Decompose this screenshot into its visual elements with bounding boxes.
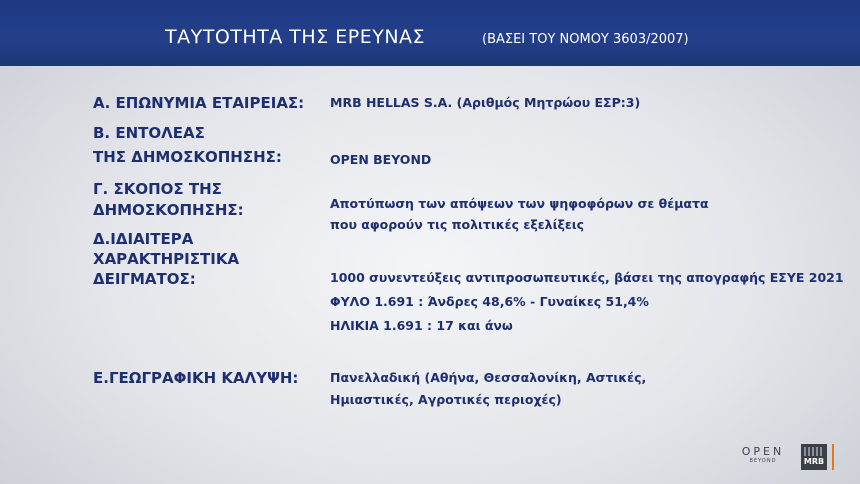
page-subtitle: (ΒΑΣΕΙ ΤΟΥ ΝΟΜΟΥ 3603/2007) — [482, 32, 689, 47]
coverage-value-line2: Ημιαστικές, Αγροτικές περιοχές) — [330, 392, 562, 407]
mrb-logo-text: MRB — [803, 457, 825, 466]
client-label-line2: ΤΗΣ ΔΗΜΟΣΚΟΠΗΣΗΣ: — [93, 148, 282, 166]
client-label-line1: Β. ΕΝΤΟΛΕΑΣ — [93, 124, 205, 142]
accent-divider — [832, 444, 834, 470]
coverage-label: Ε.ΓΕΩΓΡΑΦΙΚΗ ΚΑΛΥΨΗ: — [93, 369, 299, 387]
purpose-label-line1: Γ. ΣΚΟΠΟΣ ΤΗΣ — [93, 180, 222, 198]
page-title: ΤΑΥΤΟΤΗΤΑ ΤΗΣ ΕΡΕΥΝΑΣ — [165, 26, 426, 48]
mrb-logo — [801, 444, 827, 470]
sample-value-age: ΗΛΙΚΙΑ 1.691 : 17 και άνω — [330, 318, 513, 333]
sample-label-line1: Δ.ΙΔΙΑΙΤΕΡΑ — [93, 230, 194, 248]
title-banner — [0, 0, 860, 66]
coverage-value-line1: Πανελλαδική (Αθήνα, Θεσσαλονίκη, Αστικές, — [330, 370, 647, 385]
sample-label-line3: ΔΕΙΓΜΑΤΟΣ: — [93, 270, 196, 288]
company-name-label: Α. ΕΠΩΝΥΜΙΑ ΕΤΑΙΡΕΙΑΣ: — [93, 94, 305, 112]
mrb-logo-bars — [804, 447, 824, 456]
purpose-label-line2: ΔΗΜΟΣΚΟΠΗΣΗΣ: — [93, 201, 244, 219]
beyond-logo-text: BEYOND — [749, 458, 777, 464]
purpose-value-line1: Αποτύπωση των απόψεων των ψηφοφόρων σε θέματα — [330, 196, 709, 211]
sample-label-line2: ΧΑΡΑΚΤΗΡΙΣΤΙΚΑ — [93, 250, 240, 268]
open-beyond-logo — [738, 446, 788, 465]
sample-value-gender: ΦΥΛΟ 1.691 : Άνδρες 48,6% - Γυναίκες 51,4% — [330, 294, 649, 309]
company-name-value: MRB HELLAS S.A. (Αριθμός Μητρώου ΕΣΡ:3) — [330, 95, 641, 110]
open-logo-text: OPEN — [741, 445, 785, 458]
sample-value-line1: 1000 συνεντεύξεις αντιπροσωπευτικές, βάσει της απογραφής ΕΣΥΕ 2021 — [330, 270, 844, 285]
purpose-value-line2: που αφορούν τις πολιτικές εξελίξεις — [330, 217, 585, 232]
client-value: OPEN BEYOND — [330, 152, 432, 167]
